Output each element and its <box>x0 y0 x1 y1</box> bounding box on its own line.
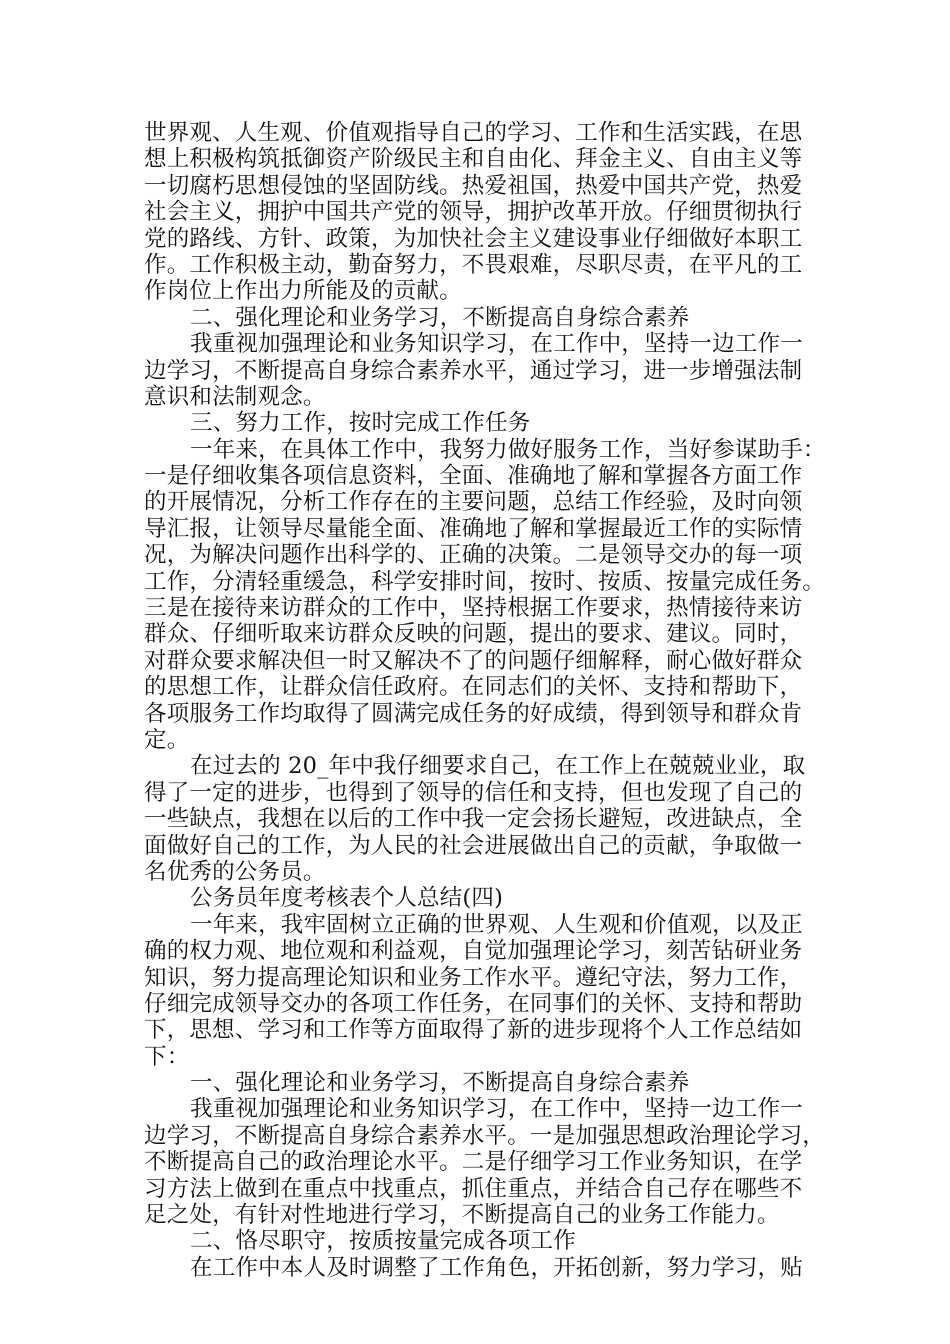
section-heading: 一、强化理论和业务学习，不断提高自身综合素养 <box>190 1070 690 1097</box>
text-line: 下： <box>144 1043 190 1070</box>
paragraph-start: 在工作中本人及时调整了工作角色，开拓创新，努力学习，贴 <box>190 1254 803 1281</box>
text-line: 意识和法制观念。 <box>144 383 326 410</box>
paragraph-start: 我重视加强理论和业务知识学习，在工作中，坚持一边工作一 <box>190 1096 803 1123</box>
document-subtitle: 公务员年度考核表个人总结(四) <box>190 885 504 912</box>
text-line: 不断提高自己的政治理论水平。二是仔细学习工作业务知识，在学 <box>144 1149 803 1176</box>
text-line: 的思想工作，让群众信任政府。在同志们的关怀、支持和帮助下， <box>144 674 803 701</box>
text-line: 导汇报，让领导尽量能全面、准确地了解和掌握最近工作的实际情 <box>144 515 803 542</box>
text-line: 对群众要求解决但一时又解决不了的问题仔细解释，耐心做好群众 <box>144 647 803 674</box>
text-line: 确的权力观、地位观和利益观，自觉加强理论学习，刻苦钻研业务 <box>144 938 803 965</box>
text-line: 三是在接待来访群众的工作中，坚持根据工作要求，热情接待来访 <box>144 595 803 622</box>
paragraph-start: 一年来，在具体工作中，我努力做好服务工作，当好参谋助手： <box>190 436 826 463</box>
text-line: 边学习，不断提高自身综合素养水平，通过学习，进一步增强法制 <box>144 357 803 384</box>
paragraph-start: 在过去的 20_年中我仔细要求自己，在工作上在兢兢业业，取 <box>190 753 806 780</box>
section-heading: 二、恪尽职守，按质按量完成各项工作 <box>190 1228 576 1255</box>
text-line: 工作，分清轻重缓急，科学安排时间，按时、按质、按量完成任务。 <box>144 568 826 595</box>
text-line: 党的路线、方针、政策，为加快社会主义建设事业仔细做好本职工 <box>144 225 803 252</box>
text-line: 名优秀的公务员。 <box>144 858 326 885</box>
text-line: 知识，努力提高理论知识和业务工作水平。遵纪守法，努力工作， <box>144 964 803 991</box>
text-line: 想上积极构筑抵御资产阶级民主和自由化、拜金主义、自由主义等 <box>144 146 803 173</box>
text-line: 一切腐朽思想侵蚀的坚固防线。热爱祖国，热爱中国共产党，热爱 <box>144 172 803 199</box>
text-line: 定。 <box>144 726 190 753</box>
section-heading: 二、强化理论和业务学习，不断提高自身综合素养 <box>190 304 690 331</box>
document-page <box>144 120 826 1281</box>
text-line: 得了一定的进步，也得到了领导的信任和支持，但也发现了自己的 <box>144 779 803 806</box>
text-line: 世界观、人生观、价值观指导自己的学习、工作和生活实践，在思 <box>144 120 803 146</box>
paragraph-start: 一年来，我牢固树立正确的世界观、人生观和价值观，以及正 <box>190 911 803 938</box>
text-line: 一些缺点，我想在以后的工作中我一定会扬长避短，改进缺点，全 <box>144 806 803 833</box>
text-line: 的开展情况，分析工作存在的主要问题，总结工作经验，及时向领 <box>144 489 803 516</box>
text-line: 社会主义，拥护中国共产党的领导，拥护改革开放。仔细贯彻执行 <box>144 199 803 226</box>
text-line: 群众、仔细听取来访群众反映的问题，提出的要求、建议。同时， <box>144 621 803 648</box>
text-line: 足之处，有针对性地进行学习，不断提高自己的业务工作能力。 <box>144 1202 780 1229</box>
text-line: 各项服务工作均取得了圆满完成任务的好成绩，得到领导和群众肯 <box>144 700 803 727</box>
text-line: 况，为解决问题作出科学的、正确的决策。二是领导交办的每一项 <box>144 542 803 569</box>
section-heading: 三、努力工作，按时完成工作任务 <box>190 410 531 437</box>
text-line: 一是仔细收集各项信息资料，全面、准确地了解和掌握各方面工作 <box>144 463 803 490</box>
text-line: 习方法上做到在重点中找重点，抓住重点，并结合自己存在哪些不 <box>144 1175 803 1202</box>
text-line: 面做好自己的工作，为人民的社会进展做出自己的贡献，争取做一 <box>144 832 803 859</box>
paragraph-start: 我重视加强理论和业务知识学习，在工作中，坚持一边工作一 <box>190 331 803 358</box>
text-line: 仔细完成领导交办的各项工作任务，在同事们的关怀、支持和帮助 <box>144 990 803 1017</box>
text-line: 作。工作积极主动，勤奋努力，不畏艰难，尽职尽责，在平凡的工 <box>144 251 803 278</box>
text-line: 边学习，不断提高自身综合素养水平。一是加强思想政治理论学习， <box>144 1122 826 1149</box>
text-line: 下，思想、学习和工作等方面取得了新的进步现将个人工作总结如 <box>144 1017 803 1044</box>
text-line: 作岗位上作出力所能及的贡献。 <box>144 278 462 305</box>
